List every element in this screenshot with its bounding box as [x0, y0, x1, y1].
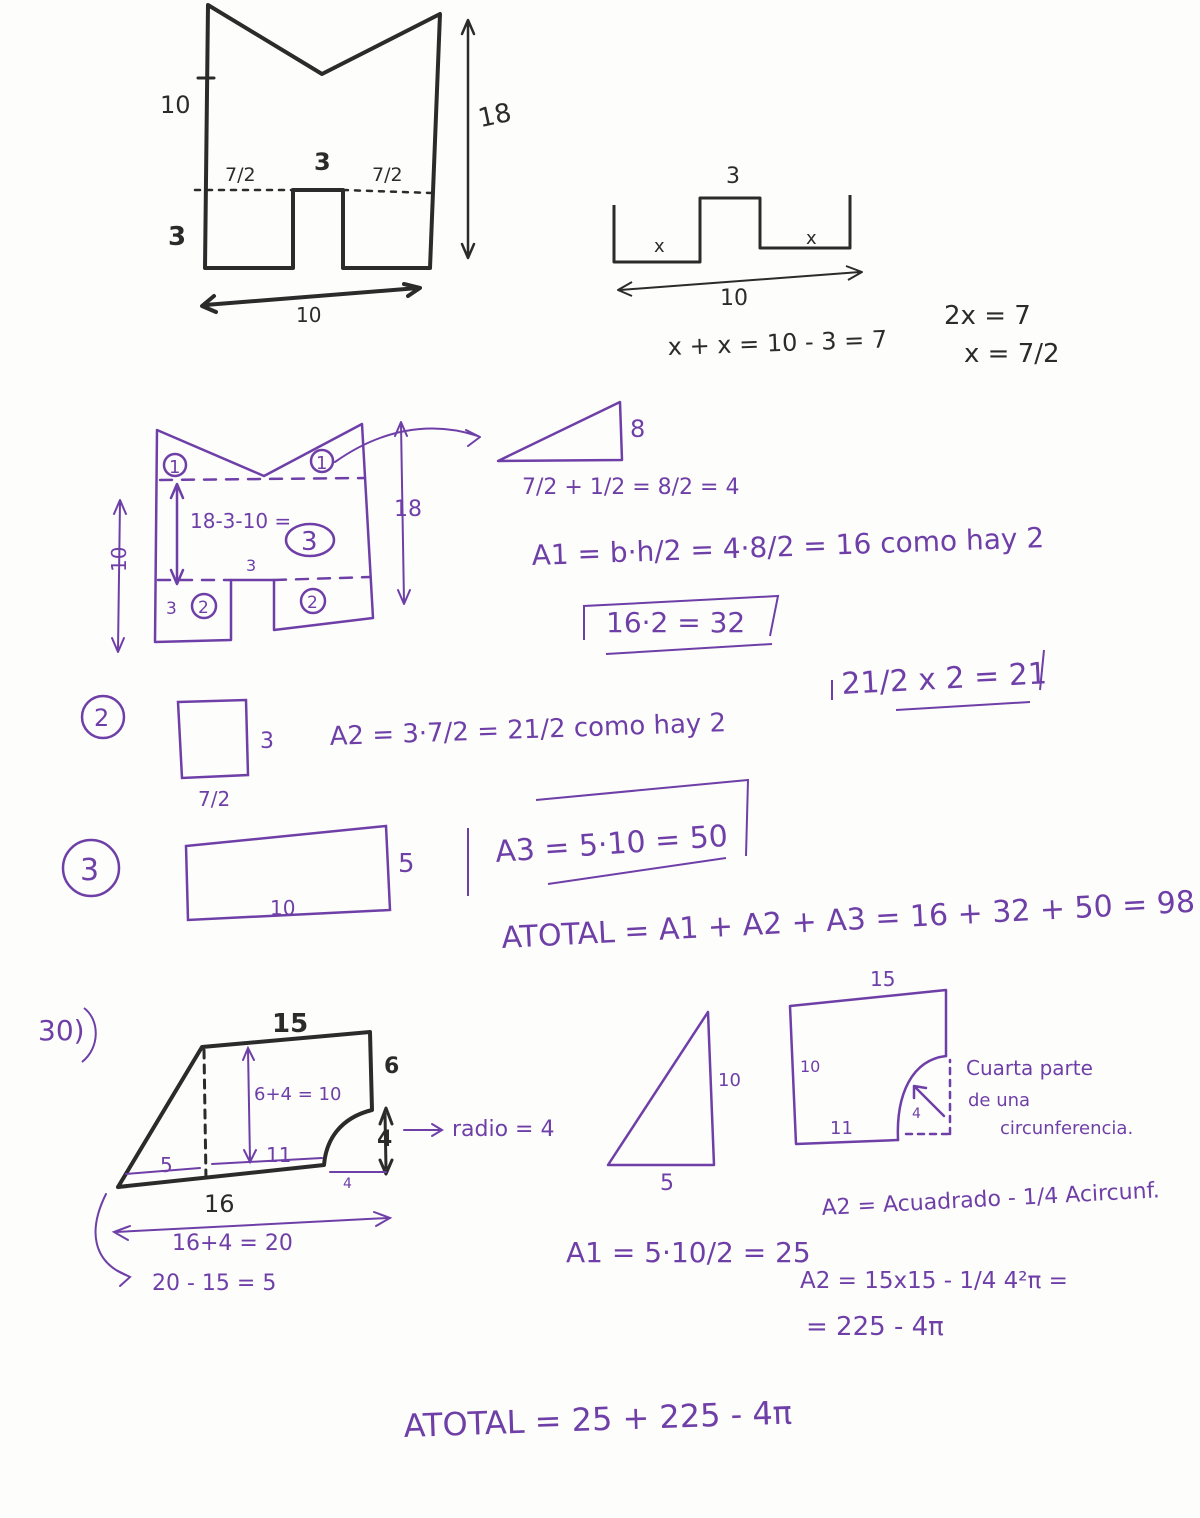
square-top: 15 — [870, 967, 896, 991]
x-equation-1: x + x = 10 - 3 = 7 — [667, 325, 888, 361]
figure-2-inner-arrow — [171, 484, 183, 584]
triangle-2-base: 5 — [660, 1171, 674, 1196]
fig1-label-notch: 3 — [314, 148, 331, 176]
prob30-sum: 16+4 = 20 — [172, 1231, 293, 1256]
prob30-radius-note: radio = 4 — [452, 1117, 555, 1142]
area-3-base: 10 — [270, 896, 296, 920]
square-note-1: Cuarta parte — [966, 1056, 1093, 1080]
fig2-notch-3: 3 — [246, 556, 257, 575]
fig1-label-18: 18 — [475, 97, 515, 135]
x-equation-2: 2x = 7 — [944, 301, 1031, 331]
square-bottom: 11 — [830, 1118, 853, 1139]
prob30-bottom-16: 16 — [204, 1190, 235, 1218]
figure-1-house-shape — [195, 5, 474, 312]
figure-2-left-arrow — [112, 500, 126, 652]
problem-30-radius-pointer — [404, 1124, 442, 1136]
prob30-seg-11: 11 — [266, 1143, 292, 1167]
fig1-label-bottom: 10 — [296, 303, 322, 327]
area30-a2-calc: A2 = 15x15 - 1/4 4²π = — [800, 1268, 1068, 1294]
area-2-base: 7/2 — [198, 787, 231, 811]
prob30-seg-4: 4 — [343, 1176, 352, 1192]
fig1-label-10: 10 — [160, 91, 191, 119]
fig2-height-expr: 18-3-10 = — [190, 509, 292, 533]
problem-30-curved-pointer — [96, 1194, 130, 1286]
figure-2-curved-arrow — [335, 428, 480, 462]
square-radius: 4 — [912, 1106, 921, 1122]
area-2-formula: A2 = 3·7/2 = 21/2 como hay 2 — [329, 708, 727, 752]
square-arc-dashes — [906, 1060, 950, 1134]
step-label-3: 3 — [726, 164, 740, 189]
x-equation-3: x = 7/2 — [964, 339, 1060, 369]
fig2-left-10: 10 — [107, 546, 131, 572]
fig1-label-half-right: 7/2 — [372, 164, 403, 186]
area-2-side: 3 — [260, 729, 274, 754]
square-note-2: de una — [968, 1090, 1031, 1111]
label-circle-2-text: 2 — [94, 704, 110, 732]
step-label-10: 10 — [720, 286, 748, 311]
figure-1-outline — [205, 5, 440, 268]
square-note-3: circunferencia. — [1000, 1118, 1134, 1139]
problem-30-number: 30) — [38, 1014, 85, 1047]
fig2-region-3: 3 — [301, 527, 318, 557]
prob30-radius-4: 4 — [377, 1127, 393, 1152]
fig1-label-half-left: 7/2 — [225, 164, 256, 186]
fig2-region-2-right: 2 — [307, 593, 318, 613]
area-3-side: 5 — [398, 849, 415, 879]
prob30-top-15: 15 — [272, 1009, 309, 1039]
prob30-seg-5: 5 — [160, 1153, 173, 1177]
fig1-label-3: 3 — [168, 222, 187, 252]
triangle-1-base-expr: 7/2 + 1/2 = 8/2 = 4 — [522, 475, 740, 500]
label-circle-3-text: 3 — [80, 853, 100, 888]
total-area-2: ATOTAL = 25 + 225 - 4π — [402, 1393, 793, 1445]
area-2-result: 21/2 x 2 = 21 — [840, 656, 1048, 702]
square-quarter-arc — [898, 1056, 946, 1140]
figure-2-outline — [155, 424, 373, 642]
step-figure — [614, 195, 862, 296]
triangle-1-side: 8 — [630, 415, 646, 443]
fig2-region-1-right: 1 — [316, 453, 328, 474]
triangle-2 — [608, 1012, 714, 1165]
fig2-region-1-left: 1 — [169, 457, 181, 478]
triangle-2-side: 10 — [718, 1070, 741, 1091]
figure-1-height-arrow — [462, 20, 474, 258]
area-1-result: 16·2 = 32 — [606, 606, 746, 639]
fig2-left-3: 3 — [166, 599, 177, 619]
total-area-1: ATOTAL = A1 + A2 + A3 = 16 + 32 + 50 = 98 — [500, 884, 1196, 956]
area30-a1: A1 = 5·10/2 = 25 — [566, 1236, 811, 1269]
problem-30-dashed-height — [204, 1050, 206, 1180]
area-1-formula: A1 = b·h/2 = 4·8/2 = 16 como hay 2 — [531, 521, 1045, 572]
prob30-right-6: 6 — [384, 1054, 400, 1079]
problem-30-inner-arrow — [243, 1048, 256, 1162]
area30-a2-result: = 225 - 4π — [806, 1312, 944, 1342]
prob30-inner-height: 6+4 = 10 — [254, 1084, 342, 1105]
triangle-1 — [498, 402, 622, 461]
step-label-x-right: x — [806, 228, 817, 249]
figure-2-dashes-top — [160, 478, 365, 480]
area-3-result: A3 = 5·10 = 50 — [494, 818, 729, 870]
area-2-rectangle — [178, 700, 248, 778]
area30-a2-def: A2 = Acuadrado - 1/4 Acircunf. — [821, 1178, 1161, 1221]
prob30-diff: 20 - 15 = 5 — [152, 1271, 277, 1296]
fig2-right-18: 18 — [394, 497, 422, 522]
step-label-x-left: x — [654, 236, 665, 257]
square-side: 10 — [800, 1057, 821, 1076]
fig2-region-2-left: 2 — [198, 598, 209, 618]
